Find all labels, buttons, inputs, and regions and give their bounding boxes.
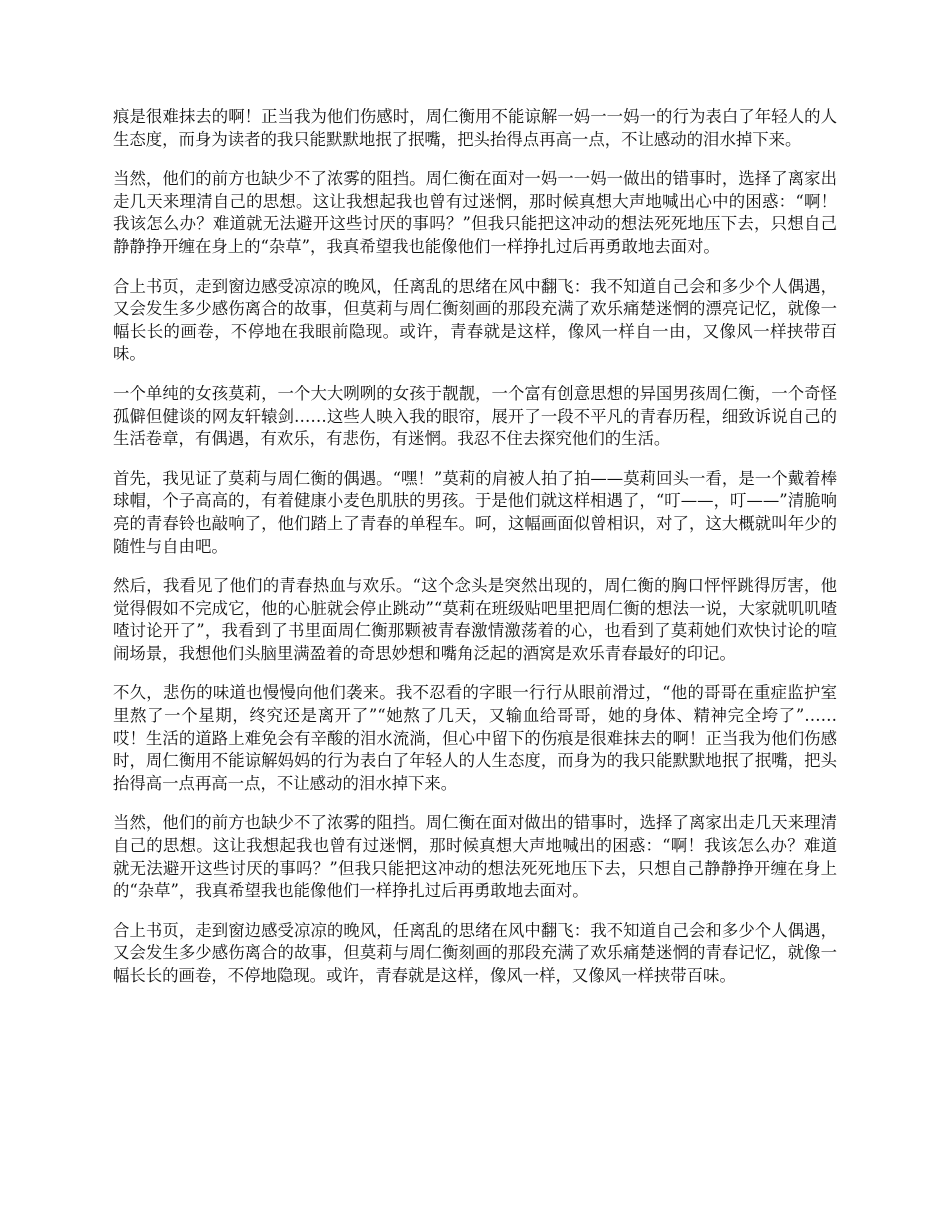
paragraph-7: 不久，悲伤的味道也慢慢向他们袭来。我不忍看的字眼一行行从眼前滑过，“他的哥哥在重症监护室里熬了一个星期，终究还是离开了”“她熬了几天，又输血给哥哥，她的身体、精神完全垮了”……哎！生活的道路上难免会有辛酸的泪水流淌，但心中留下的伤痕是很难抹去的啊！正当我为他们伤感时，周仁衡用不能谅解妈妈的行为表白了年轻人的人生态度，而身为的我只能默默地抿了抿嘴，把头抬得高一点再高一点，不让感动的泪水掉下来。 xyxy=(113,683,837,793)
paragraph-5: 首先，我见证了莫莉与周仁衡的偶遇。“嘿！”莫莉的肩被人拍了拍——莫莉回头一看，是一个戴着棒球帽，个子高高的，有着健康小麦色肌肤的男孩。于是他们就这样相遇了，“叮——，叮——”清脆响亮的青春铃也敲响了，他们踏上了青春的单程车。呵，这幅画面似曾相识，对了，这大概就叫年少的随性与自由吧。 xyxy=(113,468,837,556)
paragraph-1: 痕是很难抹去的啊！正当我为他们伤感时，周仁衡用不能谅解一妈一一妈一的行为表白了年轻人的人生态度，而身为读者的我只能默默地抿了抿嘴，把头抬得点再高一点，不让感动的泪水掉下来。 xyxy=(113,107,837,149)
paragraph-2: 当然，他们的前方也缺少不了浓雾的阻挡。周仁衡在面对一妈一一妈一做出的错事时，选择了离家出走几天来理清自己的思想。这让我想起我也曾有过迷惘，那时候真想大声地喊出心中的困惑：“啊！我该怎么办？难道就无法避开这些讨厌的事吗？”但我只能把这冲动的想法死死地压下去，只想自己静静挣开缠在身上的“杂草”，我真希望我也能像他们一样挣扎过后再勇敢地去面对。 xyxy=(113,169,837,256)
paragraph-6: 然后，我看见了他们的青春热血与欢乐。“这个念头是突然出现的，周仁衡的胸口怦怦跳得厉害，他觉得假如不完成它，他的心脏就会停止跳动”“莫莉在班级贴吧里把周仁衡的想法一说，大家就叽叽喳喳讨论开了”，我看到了书里面周仁衡那颗被青春激情激荡着的心，也看到了莫莉她们欢快讨论的喧闹场景，我想他们头脑里满盈着的奇思妙想和嘴角泛起的酒窝是欢乐青春最好的印记。 xyxy=(113,576,837,663)
paragraph-9: 合上书页，走到窗边感受凉凉的晚风，任离乱的思绪在风中翻飞：我不知道自己会和多少个人偶遇，又会发生多少感伤离合的故事，但莫莉与周仁衡刻画的那段充满了欢乐痛楚迷惘的青春记忆，就像一幅长长的画卷，不停地隐现。或许，青春就是这样，像风一样，又像风一样挟带百味。 xyxy=(113,920,837,985)
paragraph-3: 合上书页，走到窗边感受凉凉的晚风，任离乱的思绪在风中翻飞：我不知道自己会和多少个人偶遇，又会发生多少感伤离合的故事，但莫莉与周仁衡刻画的那段充满了欢乐痛楚迷惘的漂亮记忆，就像一幅长长的画卷，不停地在我眼前隐现。或许，青春就是这样，像风一样自一由，又像风一样挟带百味。 xyxy=(113,276,837,364)
paragraph-8: 当然，他们的前方也缺少不了浓雾的阻挡。周仁衡在面对做出的错事时，选择了离家出走几天来理清自己的思想。这让我想起我也曾有过迷惘，那时候真想大声地喊出的困惑：“啊！我该怎么办？难道就无法避开这些讨厌的事吗？”但我只能把这冲动的想法死死地压下去，只想自己静静挣开缠在身上的“杂草”，我真希望我也能像他们一样挣扎过后再勇敢地去面对。 xyxy=(113,813,837,901)
paragraph-4: 一个单纯的女孩莫莉，一个大大咧咧的女孩于靓靓，一个富有创意思想的异国男孩周仁衡，一个奇怪孤僻但健谈的网友轩辕剑……这些人映入我的眼帘，展开了一段不平凡的青春历程，细致诉说自己的生活卷章，有偶遇，有欢乐，有悲伤，有迷惘。我忍不住去探究他们的生活。 xyxy=(113,383,837,449)
